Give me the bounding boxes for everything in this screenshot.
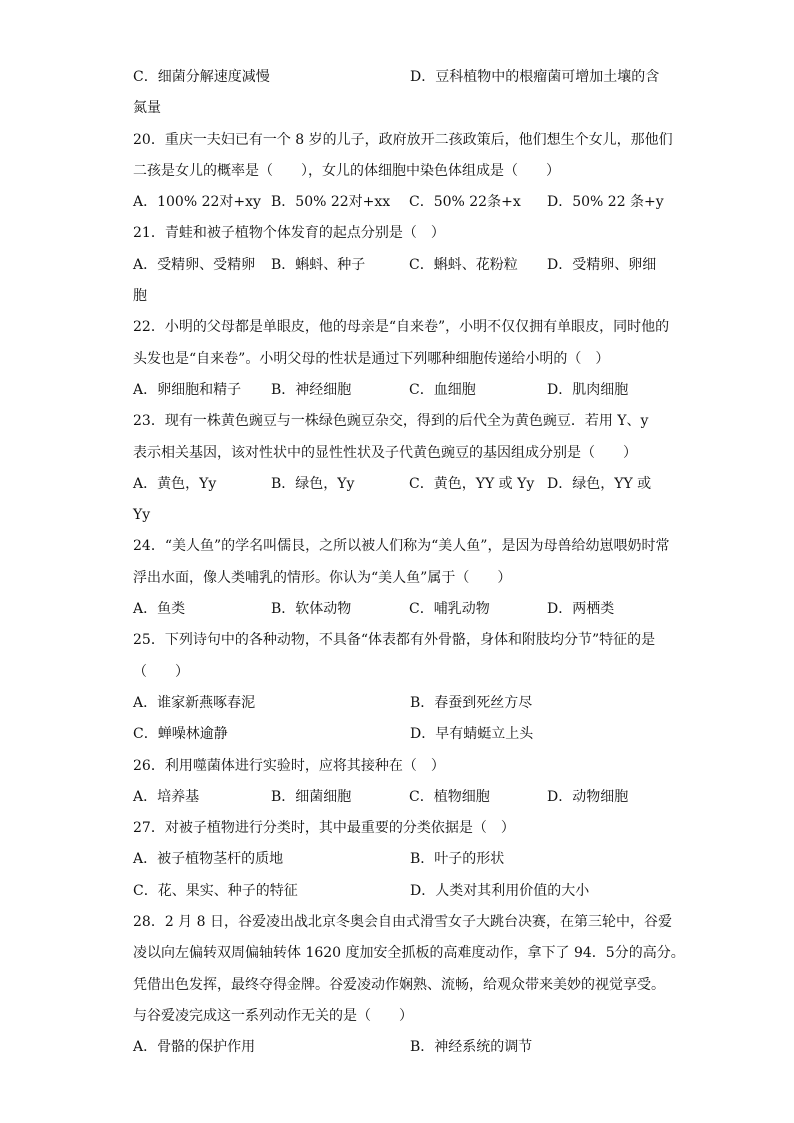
q28-stem-line2: 凌以向左偏转双周偏轴转体 1620 度加安全抓板的高难度动作，拿下了 94．5分的高分。 [133,945,685,962]
q24-option-a: A．鱼类 [133,601,186,618]
q22-stem-line2: 头发也是“自来卷”。小明父母的性状是通过下列哪种细胞传递给小明的（ ） [133,350,610,367]
q23-option-a: A．黄色，Yy [133,475,217,492]
q28-option-a: A．骨骼的保护作用 [133,1039,256,1056]
q28-stem-line3: 凭借出色发挥，最终夺得金牌。谷爱凌动作娴熟、流畅，给观众带来美妙的视觉享受。 [133,976,665,993]
q22-options [133,375,673,406]
q24-options [133,594,673,625]
q21-option-d: D．受精卵、卵细 [547,256,657,273]
q27-option-c: C．花、果实、种子的特征 [133,882,298,899]
q25-options-row1 [133,688,673,719]
q26-option-c: C．植物细胞 [409,788,490,805]
q19-option-d-cont: 氮量 [133,100,161,117]
q24-stem-line2: 浮出水面，像人类哺乳的情形。你认为“美人鱼”属于（ ） [133,569,512,586]
q21-option-c: C．蝌蚪、花粉粒 [409,256,518,273]
q27-options-row2 [133,876,673,907]
q19-options-row [133,62,673,93]
q27-stem: 27．对被子植物进行分类时，其中最重要的分类依据是（ ） [133,820,515,837]
q25-stem-line1: 25．下列诗句中的各种动物，不具备“体表都有外骨骼，身体和附肢均分节”特征的是 [133,632,656,649]
q25-option-b: B．春蚕到死丝方尽 [410,694,533,711]
q23-stem-line2: 表示相关基因，该对性状中的显性性状及子代黄色豌豆的基因组成分别是（ ） [133,444,637,461]
q21-option-b: B．蝌蚪、种子 [271,256,366,273]
q22-option-d: D．肌肉细胞 [547,381,629,398]
q20-option-c: C．50% 22条+x [409,194,521,211]
q23-option-d-cont: Yy [133,507,151,524]
q25-stem-line2: （ ） [133,663,189,680]
q20-stem-line1: 20．重庆一夫妇已有一个 8 岁的儿子，政府放开二孩政策后，他们想生个女儿，那他们 [133,131,673,148]
q21-option-d-cont: 胞 [133,288,147,305]
q20-option-b: B．50% 22对+xx [271,194,391,211]
q20-option-d: D．50% 22 条+y [547,194,664,211]
q20-stem-line2: 二孩是女儿的概率是（ ），女儿的体细胞中染色体组成是（ ） [133,162,560,179]
q26-option-b: B．细菌细胞 [271,788,352,805]
q22-option-b: B．神经细胞 [271,381,352,398]
q21-stem: 21．青蛙和被子植物个体发育的起点分别是（ ） [133,225,445,242]
q21-option-a: A．受精卵、受精卵 [133,256,256,273]
q27-options-row1 [133,844,673,875]
q24-option-d: D．两栖类 [547,601,615,618]
q22-option-c: C．血细胞 [409,381,476,398]
q27-option-b: B．叶子的形状 [410,851,505,868]
q23-option-b: B．绿色，Yy [271,475,355,492]
q20-option-a: A．100% 22对+xy [133,194,261,211]
q26-option-a: A．培养基 [133,788,200,805]
q19-option-d: D．豆科植物中的根瘤菌可增加土壤的含 [410,69,660,85]
q23-option-d: D．绿色，YY 或 [547,475,652,492]
q22-option-a: A．卵细胞和精子 [133,381,242,398]
q22-stem-line1: 22．小明的父母都是单眼皮，他的母亲是“自来卷”，小明不仅仅拥有单眼皮，同时他的 [133,319,670,336]
q24-option-c: C．哺乳动物 [409,601,490,618]
q24-option-b: B．软体动物 [271,601,352,618]
q25-option-c: C．蝉噪林逾静 [133,726,228,743]
q19-option-c: C．细菌分解速度减慢 [133,69,270,85]
q28-stem-line4: 与谷爱凌完成这一系列动作无关的是（ ） [133,1007,413,1024]
q27-option-a: A．被子植物茎杆的质地 [133,851,284,868]
q26-options [133,782,673,813]
q26-stem: 26．利用噬菌体进行实验时，应将其接种在（ ） [133,757,445,774]
q25-option-a: A．谁家新燕啄春泥 [133,694,256,711]
q20-options [133,187,673,218]
q23-stem-line1: 23．现有一株黄色豌豆与一株绿色豌豆杂交，得到的后代全为黄色豌豆．若用 Y、y [133,413,649,430]
q27-option-d: D．人类对其利用价值的大小 [410,882,590,899]
q25-option-d: D．早有蜻蜓立上头 [410,726,534,743]
exam-page [133,62,685,1064]
q23-option-c: C．黄色，YY 或 Yy [409,475,535,492]
q28-options-row1 [133,1032,673,1063]
q28-option-b: B．神经系统的调节 [410,1039,533,1056]
q28-stem-line1: 28．2 月 8 日，谷爱凌出战北京冬奥会自由式滑雪女子大跳台决赛，在第三轮中，谷爱 [133,914,672,931]
q25-options-row2 [133,719,673,750]
q26-option-d: D．动物细胞 [547,788,629,805]
q21-options [133,250,673,281]
q23-options [133,469,673,500]
q24-stem-line1: 24．“美人鱼”的学名叫儒艮，之所以被人们称为“美人鱼”，是因为母兽给幼崽喂奶时常 [133,538,670,555]
